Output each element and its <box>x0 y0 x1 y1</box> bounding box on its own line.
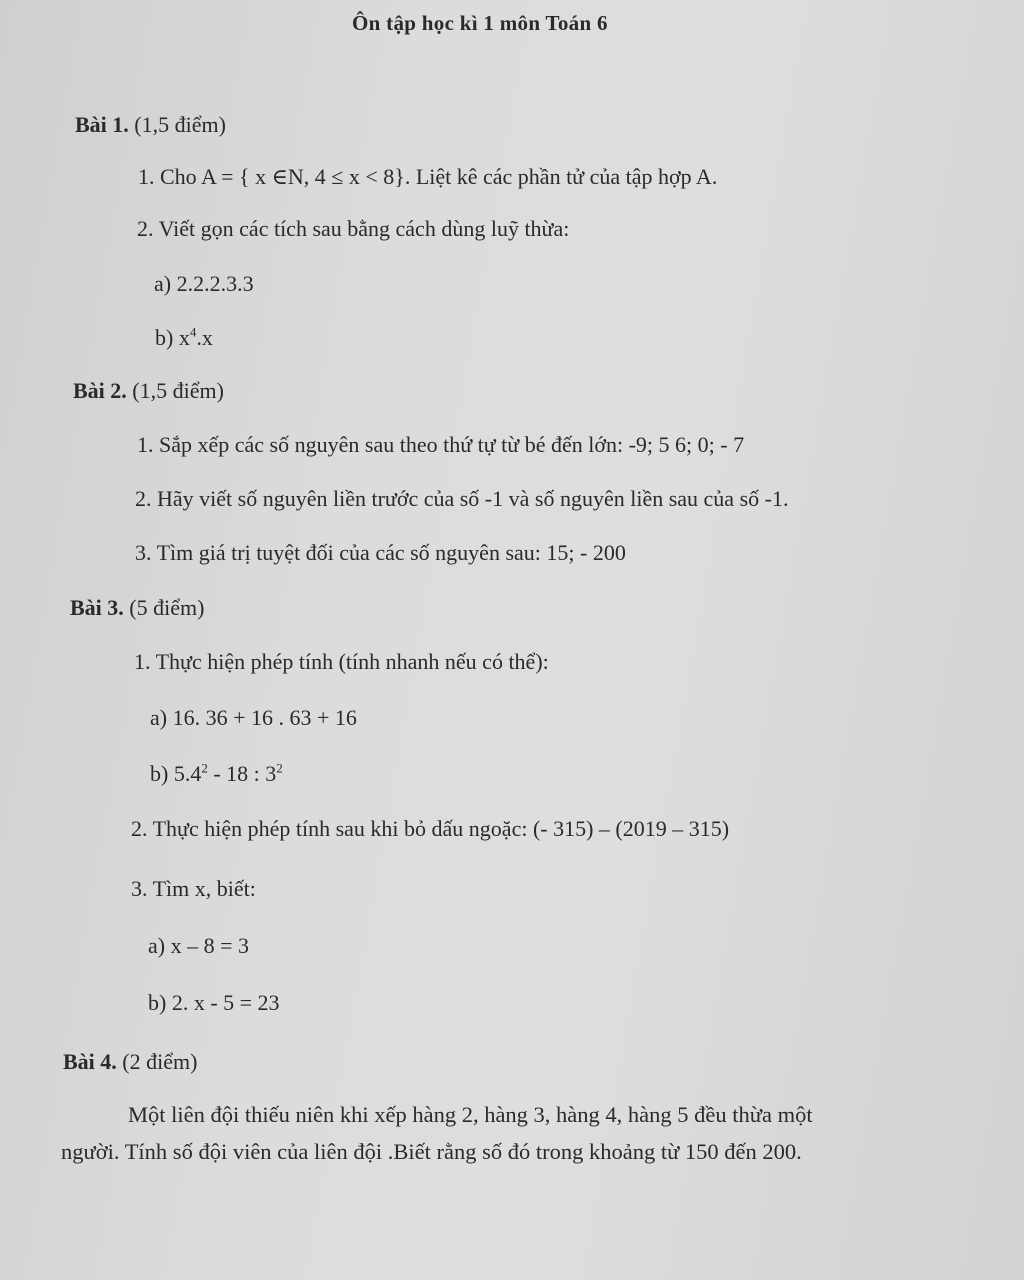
bai-1-question-2a: a) 2.2.2.3.3 <box>154 271 254 296</box>
bai-3-label: Bài 3. <box>70 595 124 620</box>
bai-1-question-2b <box>155 324 213 352</box>
bai-2-question-2: 2. Hãy viết số nguyên liền trước của số -1 và số nguyên liền sau của số -1. <box>135 486 789 511</box>
bai-4-paragraph-line-2: người. Tính số đội viên của liên đội .Biết rằng số đó trong khoảng từ 150 đến 200. <box>61 1139 802 1164</box>
bai-3-q1b-exponent-2: 2 <box>276 760 283 776</box>
bai-3-question-3a: a) x – 8 = 3 <box>148 933 249 958</box>
bai-2-question-3: 3. Tìm giá trị tuyệt đối của các số nguyên sau: 15; - 200 <box>135 540 626 565</box>
bai-3-points: (5 điểm) <box>129 595 205 620</box>
bai-2-question-1: 1. Sắp xếp các số nguyên sau theo thứ tự từ bé đến lớn: -9; 5 6; 0; - 7 <box>137 432 745 457</box>
bai-1-q2b-prefix: b) x <box>155 325 190 350</box>
bai-3-question-3b: b) 2. x - 5 = 23 <box>148 990 280 1015</box>
bai-3-q1b-part-1: b) 5.4 <box>150 761 202 786</box>
bai-3-heading <box>70 594 204 622</box>
bai-4-heading <box>63 1048 197 1076</box>
bai-4-paragraph-line-1: Một liên đội thiếu niên khi xếp hàng 2, hàng 3, hàng 4, hàng 5 đều thừa một <box>128 1102 813 1127</box>
bai-3-question-1a: a) 16. 36 + 16 . 63 + 16 <box>150 705 357 730</box>
bai-1-heading <box>75 111 226 139</box>
bai-1-points: (1,5 điểm) <box>134 112 226 137</box>
bai-4-label: Bài 4. <box>63 1049 117 1074</box>
bai-2-label: Bài 2. <box>73 378 127 403</box>
bai-1-question-2: 2. Viết gọn các tích sau bằng cách dùng luỹ thừa: <box>137 216 570 241</box>
document-title: Ôn tập học kì 1 môn Toán 6 <box>352 11 608 35</box>
bai-1-label: Bài 1. <box>75 112 129 137</box>
bai-3-question-1b <box>150 760 283 788</box>
bai-2-points: (1,5 điểm) <box>132 378 224 403</box>
bai-1-q2b-suffix: .x <box>196 325 213 350</box>
bai-1-q2b-exponent: 4 <box>189 324 197 340</box>
bai-2-heading <box>73 377 224 405</box>
bai-3-question-1: 1. Thực hiện phép tính (tính nhanh nếu có thể): <box>134 649 549 674</box>
bai-1-question-1: 1. Cho A = { x ∈N, 4 ≤ x < 8}. Liệt kê các phần tử của tập hợp A. <box>138 164 718 189</box>
bai-3-q1b-exponent-1: 2 <box>201 760 208 776</box>
bai-4-points: (2 điểm) <box>122 1049 198 1074</box>
bai-3-q1b-part-2: - 18 : 3 <box>207 761 277 786</box>
bai-3-question-2: 2. Thực hiện phép tính sau khi bỏ dấu ngoặc: (- 315) – (2019 – 315) <box>131 816 730 841</box>
bai-3-question-3: 3. Tìm x, biết: <box>131 876 256 901</box>
